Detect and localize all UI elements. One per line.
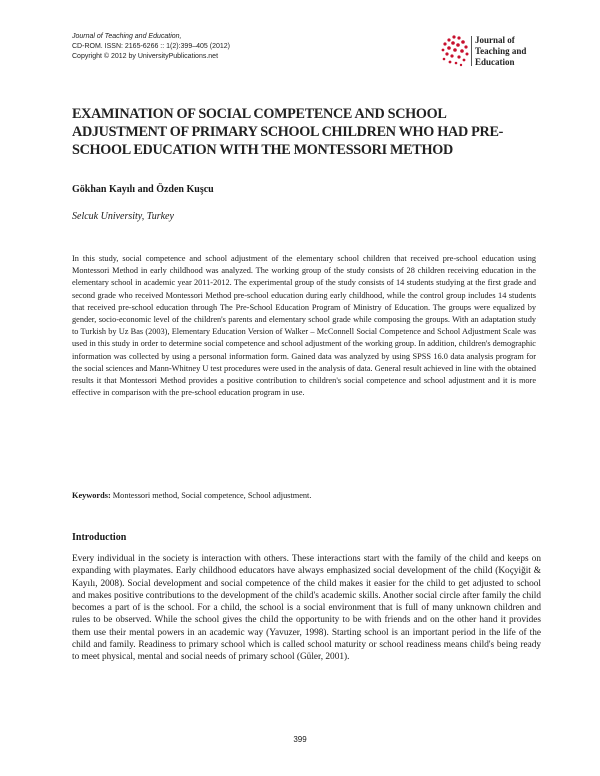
keywords-line: [72, 491, 536, 500]
logo-dots-icon: [440, 34, 470, 68]
author-affiliation: Selcuk University, Turkey: [72, 211, 174, 222]
page-number: 399: [293, 735, 307, 744]
keywords-label: Keywords:: [72, 491, 111, 500]
issn-line: CD-ROM. ISSN: 2165-6266 :: 1(2):399–405 (2012): [72, 43, 230, 50]
copyright-line: Copyright © 2012 by UniversityPublications.net: [72, 53, 219, 60]
article-title: EXAMINATION OF SOCIAL COMPETENCE AND SCHOOL ADJUSTMENT OF PRIMARY SCHOOL CHILDREN WHO HAD PRE-SCHOOL EDUCATION WITH THE MONTESSORI METHOD: [72, 106, 504, 158]
journal-header: [72, 32, 230, 62]
keywords-values: Montessori method, Social competence, School adjustment.: [112, 491, 312, 500]
journal-logo: [440, 34, 540, 70]
logo-line-2: Teaching and: [475, 46, 527, 56]
introduction-heading: Introduction: [72, 532, 127, 543]
logo-text: [475, 35, 545, 68]
abstract-text: In this study, social competence and school adjustment of the elementary school children that received pre-school education using Montessori Method in early childhood was analyzed. The working group of the study consists of 28 children receiving education in the elementary school in academic year 2011-2012. The experimental group of the study consists of 14 students studying at the first grade and second grade who received Montessori Method pre-school education during early childhood, while the control group includes 14 students that received pre-school education through The Pre-School Education Program of Ministry of Education. The groups were equalized by gender, socio-economic level of the children's parents and elementary school grade while composing the groups. With an adaptation study to Turkish by Uz Bas (2003), Elementary Education Version of Walker – McConnell Social Competence and School Adjustment Scale was used in this study in order to determine social competence and school adjustment of the working group. In addition, children's demographic information was collected by using a personal information form. Gained data was analyzed by using SPSS 16.0 data analysis program for the social sciences and Mann-Whitney U test procedures were used in the analysis of data. General result achieved in line with the obtained results it that Montessori Method provides a positive contribution to children's social competence and school adjustment and it is more effective in comparison with the pre-school education program in use.: [72, 254, 536, 398]
article-authors: Gökhan Kayılı and Özden Kuşcu: [72, 184, 214, 195]
logo-line-1: Journal of: [475, 35, 515, 45]
journal-name: Journal of Teaching and Education,: [72, 33, 182, 40]
logo-divider: [471, 36, 472, 66]
introduction-body: Every individual in the society is interaction with others. These interactions start with the family of the child and keeps on expanding with playmates. Early childhood educators have always emphasized social development of the child (Koçyiğit & Kayılı, 2008). Social development and social competence of the child makes it easier for the child to get adjusted to school and makes positive contributions to the development of the child's academic skills. Another social circle after family the child becomes a part of is the school. For a child, the school is a social environment that is full of many unknown children and rules to be observed. While the school gives the child the opportunity to be with friends and on the other hand it provides them use their mental powers in an academic way (Yavuzer, 1998). Starting school is an important period in the life of the child and family. Readiness to primary school which is called school maturity or school readiness means child's being ready to meet physical, mental and social needs of primary school (Güler, 2001).: [72, 554, 541, 663]
logo-line-3: Education: [475, 57, 515, 67]
